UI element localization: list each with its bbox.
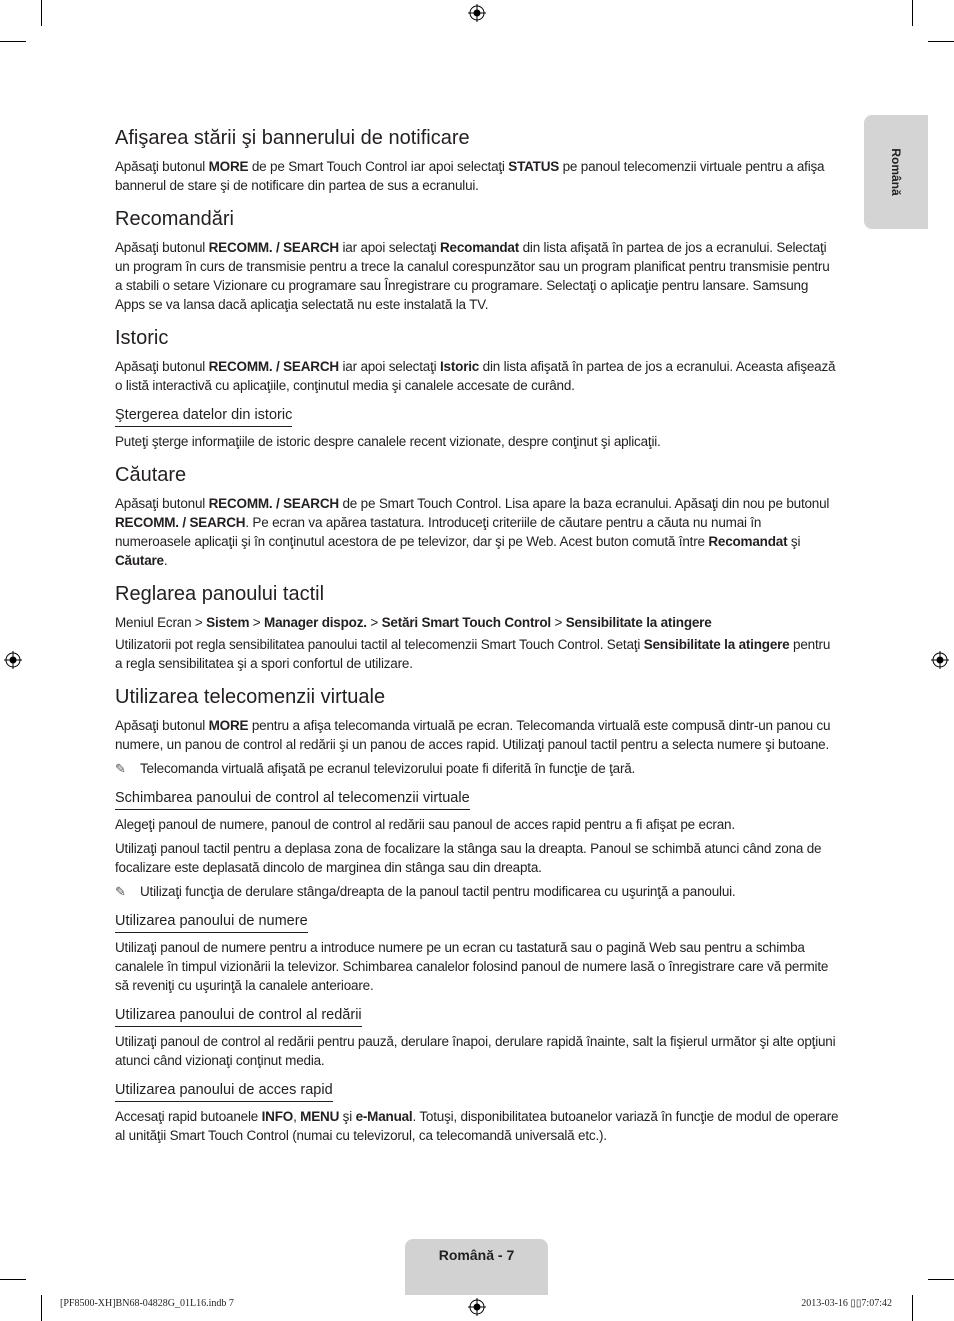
section-touchpad	[115, 581, 839, 673]
bold-term: RECOMM. / SEARCH	[208, 240, 339, 255]
text-run: iar apoi selectaţi	[338, 359, 440, 374]
crop-mark	[928, 41, 954, 42]
text-run: Apăsaţi butonul	[115, 718, 209, 733]
pencil-icon: ✎	[115, 761, 126, 776]
text-run: pentru a regla sensibilitatea şi a spori confortul de utilizare.	[115, 637, 831, 671]
bold-term: Sensibilitate la atingere	[643, 637, 790, 652]
text-run: >	[550, 615, 566, 630]
text-run: Meniul Ecran >	[115, 615, 207, 630]
registration-mark-icon	[931, 651, 949, 669]
section-title: Căutare	[115, 464, 187, 486]
bold-term: Sistem	[206, 615, 250, 630]
section-notifications	[115, 125, 839, 195]
bold-term: Sensibilitate la atingere	[565, 615, 712, 630]
text-run: Apăsaţi butonul	[115, 159, 209, 174]
bold-term: Recomandat	[440, 240, 520, 255]
section-virtual-remote	[115, 684, 839, 1145]
text-run: Apăsaţi butonul	[115, 359, 209, 374]
section-title: Istoric	[115, 327, 169, 349]
manual-content	[115, 125, 839, 1150]
text-run: din lista afişată în partea de jos a ecranului. Aceasta afişează o listă interactivă cu aplicaţiile, conţinutul media şi canalele accesate de curând.	[115, 359, 836, 393]
section-title: Utilizarea telecomenzii virtuale	[115, 686, 386, 708]
crop-mark	[928, 1279, 954, 1280]
paragraph	[115, 494, 839, 570]
bold-term: e-Manual	[355, 1109, 413, 1124]
note-text: Utilizaţi funcţia de derulare stânga/dreapta de la panoul tactil pentru modificarea cu uşurinţă a panoului.	[140, 884, 736, 899]
note	[115, 882, 839, 901]
bold-term: Setări Smart Touch Control	[381, 615, 551, 630]
paragraph	[115, 635, 839, 673]
text-run: pe panoul telecomenzii virtuale pentru a afişa bannerul de stare şi de notificare din partea de sus a ecranului.	[115, 159, 825, 193]
print-slug-right: 2013-03-16 ▯▯7:07:42	[801, 1298, 892, 1309]
text-run: de pe Smart Touch Control iar apoi selectaţi	[248, 159, 509, 174]
subsection-title: Schimbarea panoului de control al telecomenzii virtuale	[115, 789, 470, 810]
paragraph	[115, 716, 839, 754]
crop-mark	[41, 1295, 42, 1321]
registration-mark-icon	[468, 4, 486, 22]
subsection-title: Ştergerea datelor din istoric	[115, 406, 292, 427]
subsection-title: Utilizarea panoului de control al redării	[115, 1006, 362, 1027]
subsection-playback-panel	[115, 1006, 839, 1070]
language-tab-label: Română	[889, 148, 903, 196]
paragraph	[115, 357, 839, 395]
bold-term: RECOMM. / SEARCH	[208, 359, 339, 374]
note	[115, 759, 839, 778]
section-search	[115, 462, 839, 570]
subsection-title: Utilizarea panoului de numere	[115, 912, 308, 933]
paragraph: Utilizaţi panoul de numere pentru a introduce numere pe un ecran cu tastatură sau o pagină Web sau pentru a schimba canalele în timpul vizionării la televizor. Schimbarea canalelor folosind panoul de numere lasă o înregistrare care vă permite să reveniţi cu uşurinţă la canalele anterioare.	[115, 940, 829, 993]
text-run: pentru a afişa telecomanda virtuală pe ecran. Telecomanda virtuală este compusă dintr-un panou cu numere, un panou de control al redării şi un panou de acces rapid. Utilizaţi panoul tactil pentru a selecta numere şi butoane.	[115, 718, 831, 752]
crop-mark	[912, 0, 913, 26]
paragraph: Alegeţi panoul de numere, panoul de control al redării sau panoul de acces rapid pentru a fi afişat pe ecran.	[115, 817, 735, 832]
paragraph: Utilizaţi panoul de control al redării pentru pauză, derulare înapoi, derulare rapidă înainte, salt la fişierul următor şi alte opţiuni atunci când vizionaţi conţinut media.	[115, 1034, 836, 1068]
text-run: iar apoi selectaţi	[338, 240, 440, 255]
bold-term: MENU	[300, 1109, 340, 1124]
paragraph: Puteţi şterge informaţiile de istoric despre canalele recent vizionate, despre conţinut şi aplicaţii.	[115, 434, 661, 449]
section-title: Afişarea stării şi bannerului de notificare	[115, 127, 470, 149]
section-history	[115, 325, 839, 451]
paragraph	[115, 157, 839, 195]
section-title: Reglarea panoului tactil	[115, 583, 325, 605]
bold-term: MORE	[208, 718, 249, 733]
text-run: . Totuşi, disponibilitatea butoanelor variază în funcţie de modul de operare al unităţii Smart Touch Control (numai cu televizorul, ca telecomandă universală etc.).	[115, 1109, 839, 1143]
bold-term: Istoric	[440, 359, 480, 374]
page-number: Română - 7	[438, 1247, 515, 1263]
text-run: şi	[787, 534, 801, 549]
bold-term: Manager dispoz.	[264, 615, 367, 630]
subsection-number-panel	[115, 912, 839, 995]
paragraph	[115, 1107, 839, 1145]
crop-mark	[41, 0, 42, 26]
paragraph: Utilizaţi panoul tactil pentru a deplasa zona de focalizare la stânga sau la dreapta. Panoul se schimbă atunci când zona de focalizare este deplasată dincolo de marginea din stânga sau din dreapta.	[115, 841, 822, 875]
text-run: >	[249, 615, 265, 630]
subsection-clear-history	[115, 406, 839, 451]
paragraph	[115, 238, 839, 314]
subsection-quick-access-panel	[115, 1081, 839, 1145]
crop-mark	[912, 1295, 913, 1321]
text-run: Accesaţi rapid butoanele	[115, 1109, 262, 1124]
bold-term: STATUS	[508, 159, 560, 174]
pencil-icon: ✎	[115, 884, 126, 899]
text-run: Apăsaţi butonul	[115, 240, 209, 255]
text-run: de pe Smart Touch Control. Lisa apare la baza ecranului. Apăsaţi din nou pe butonul	[338, 496, 830, 511]
bold-term: Recomandat	[708, 534, 788, 549]
print-slug-left: [PF8500-XH]BN68-04828G_01L16.indb 7	[60, 1298, 234, 1309]
bold-term: MORE	[208, 159, 249, 174]
section-title: Recomandări	[115, 208, 234, 230]
menu-path	[115, 613, 839, 632]
text-run: Utilizatorii pot regla sensibilitatea panoului tactil al telecomenzii Smart Touch Control. Setaţi	[115, 637, 644, 652]
subsection-title: Utilizarea panoului de acces rapid	[115, 1081, 333, 1102]
bold-term: Căutare	[115, 553, 164, 568]
text-run: >	[366, 615, 382, 630]
language-side-tab	[864, 115, 928, 229]
text-run: din lista afişată în partea de jos a ecranului. Selectaţi un program în curs de transmisie pentru a trece la canalul corespunzător sau un program planificat pentru transmisie pentru a stabili o setare Vizionare cu programare sau Înregistrare cu programare. Selectaţi o aplicaţie pentru lansare. Samsung Apps se va lansa dacă aplicaţia selectată nu este instalată la TV.	[115, 240, 830, 312]
text-run: . Pe ecran va apărea tastatura. Introduceţi criteriile de căutare pentru a căuta nu numai în numeroasele aplicaţii şi în conţinutul acestora de pe televizor, dar şi pe Web. Acest buton comută între	[115, 515, 762, 549]
subsection-change-panel	[115, 789, 839, 901]
page-number-box	[405, 1239, 548, 1295]
crop-mark	[0, 1279, 26, 1280]
registration-mark-icon	[468, 1298, 486, 1316]
text-run: Apăsaţi butonul	[115, 496, 209, 511]
text-run: şi	[339, 1109, 356, 1124]
text-run: ,	[293, 1109, 301, 1124]
bold-term: RECOMM. / SEARCH	[208, 496, 339, 511]
registration-mark-icon	[4, 651, 22, 669]
text-run: .	[163, 553, 168, 568]
section-recommendations	[115, 206, 839, 314]
crop-mark	[0, 41, 26, 42]
note-text: Telecomanda virtuală afişată pe ecranul televizorului poate fi diferită în funcţie de ţară.	[140, 761, 636, 776]
bold-term: RECOMM. / SEARCH	[115, 515, 246, 530]
bold-term: INFO	[261, 1109, 294, 1124]
